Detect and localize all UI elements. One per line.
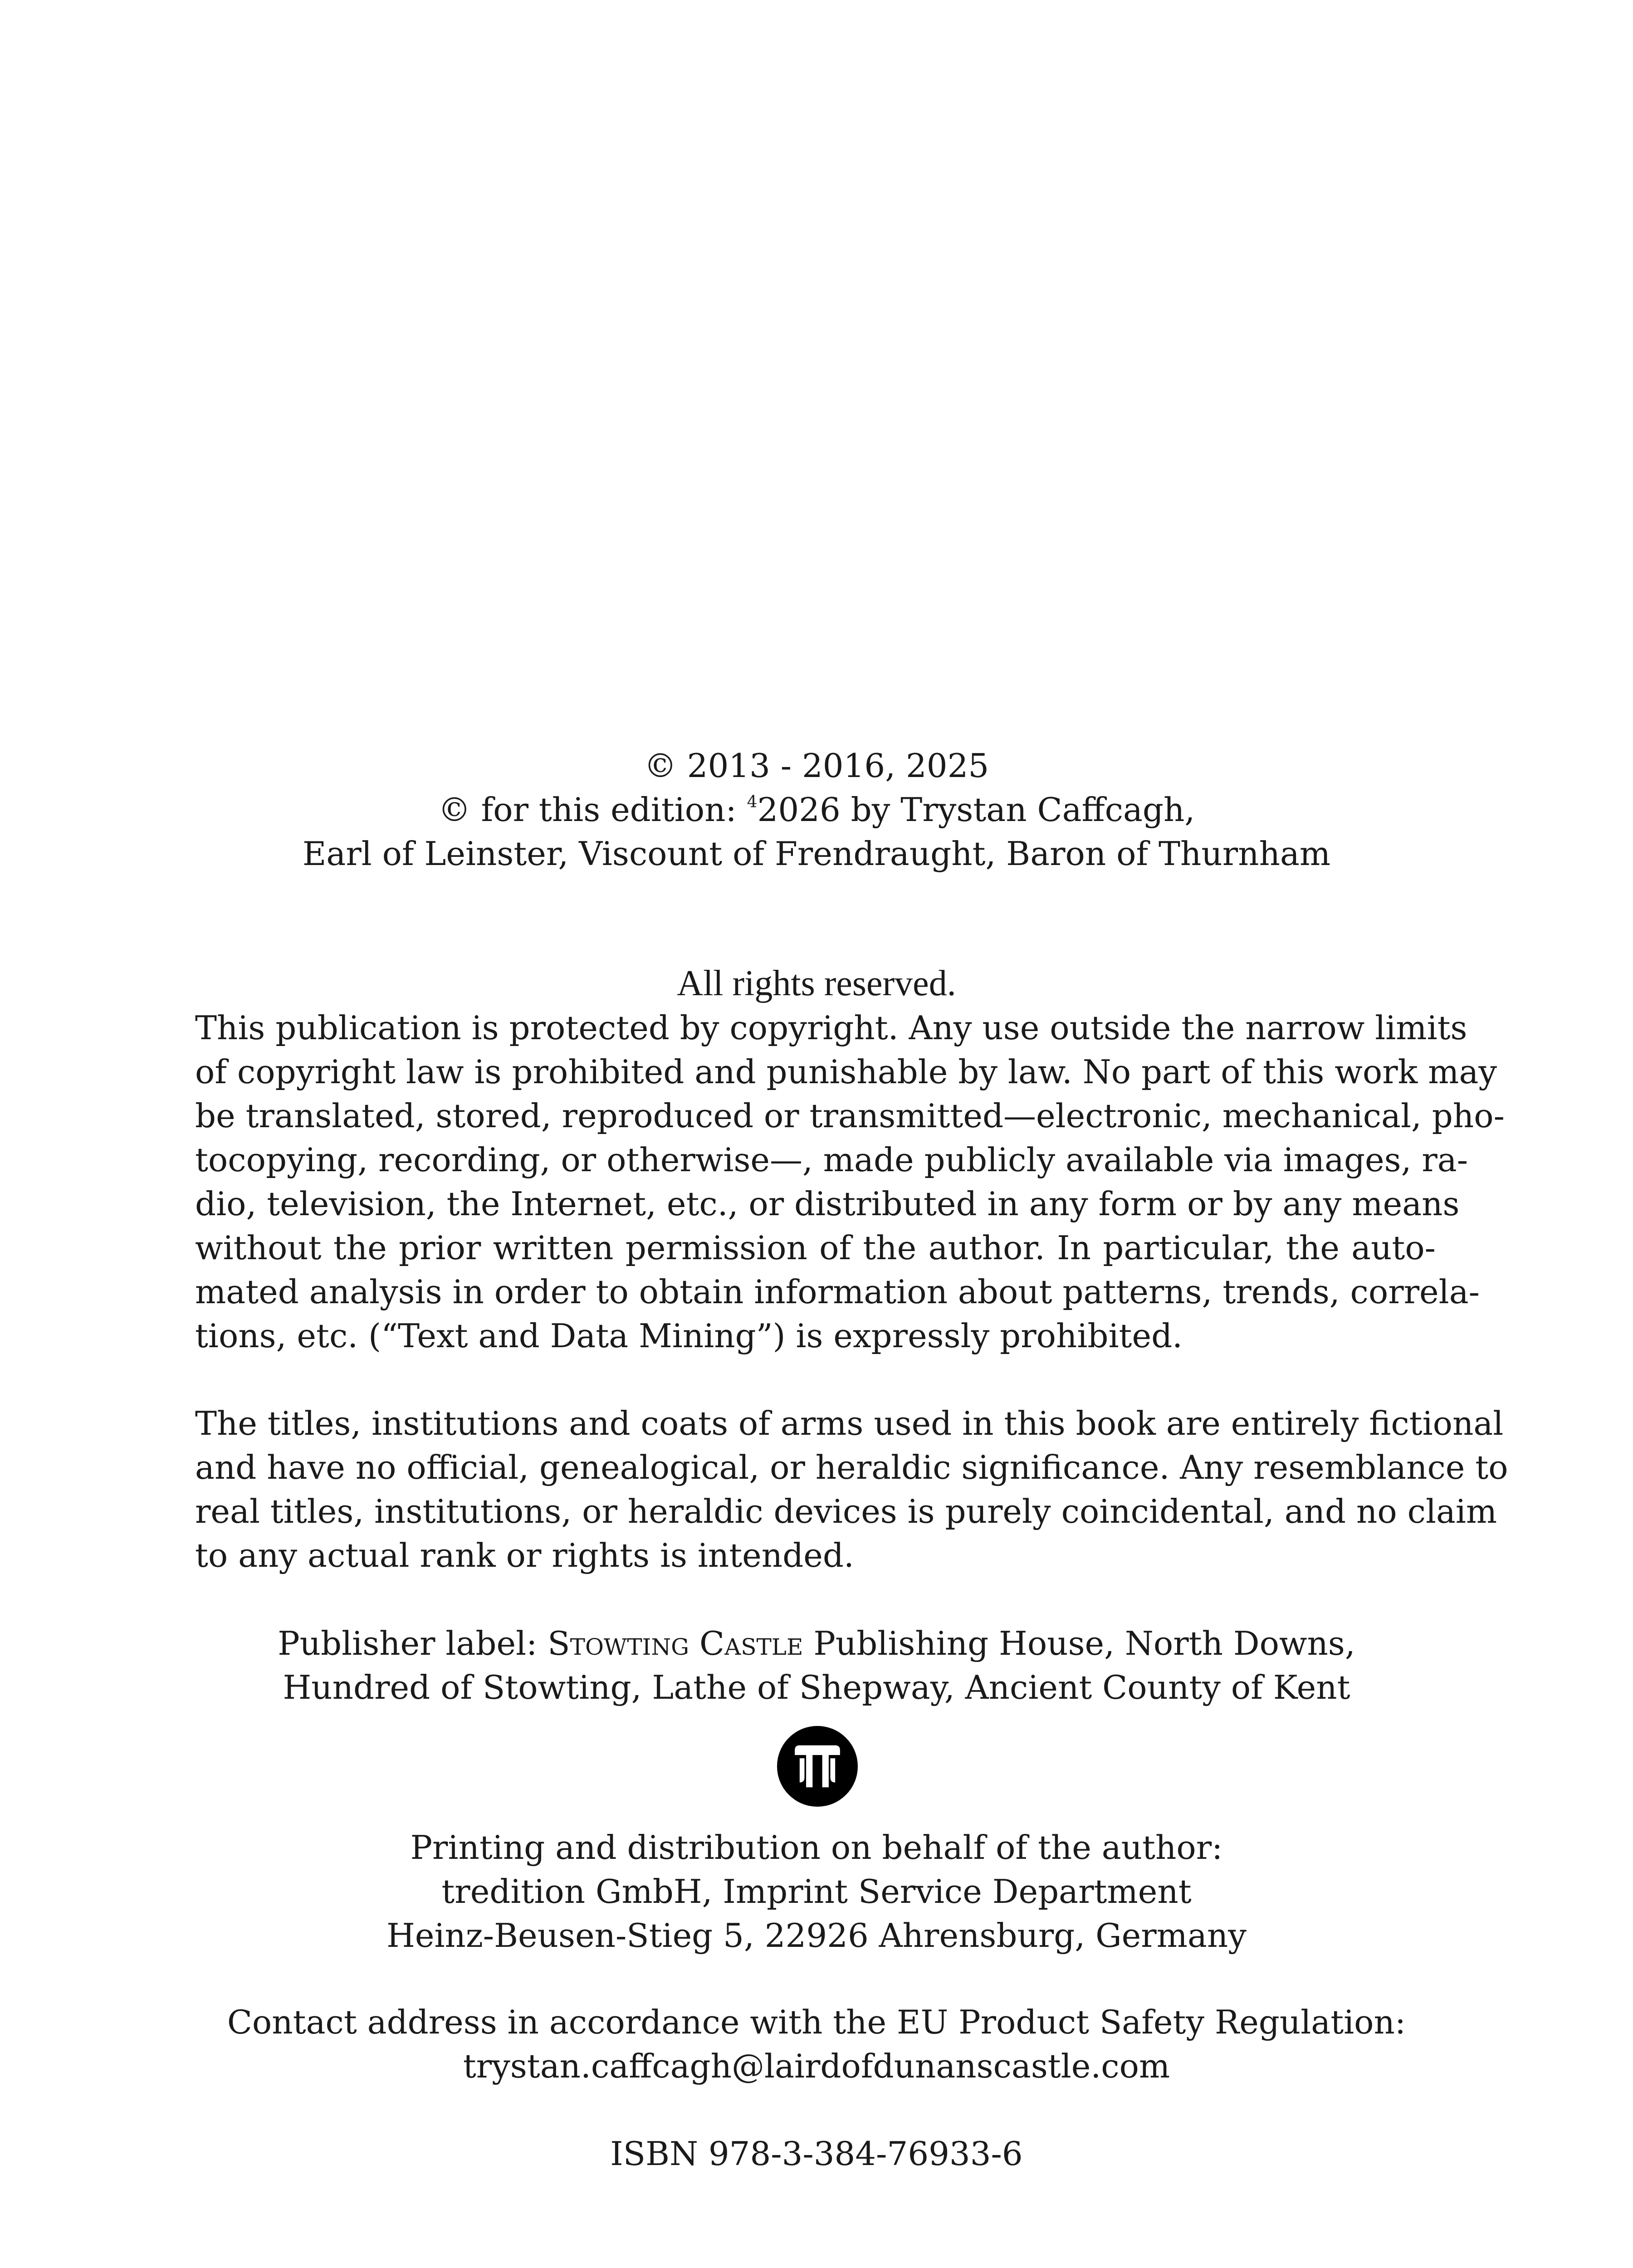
printing-company: tredition GmbH, Imprint Service Department	[441, 1872, 1192, 1911]
contact-block	[0, 2000, 1633, 2088]
rights-line: tions, etc. (“Text and Data Mining”) is expressly prohibited.	[195, 1317, 1183, 1355]
printing-address: Heinz-Beusen-Stieg 5, 22926 Ahrensburg, Germany	[386, 1916, 1247, 1955]
contact-email[interactable]: trystan.caffcagh@lairdofdunanscastle.com	[463, 2047, 1170, 2085]
isbn-block	[0, 2132, 1633, 2176]
rights-line: tocopying, recording, or otherwise—, made publicly available via images, ra-	[195, 1141, 1468, 1179]
copyright-edition-prefix: © for this edition:	[438, 791, 747, 829]
rights-line: without the prior written permission of the author. In particular, the auto-	[195, 1229, 1436, 1267]
tredition-logo-icon	[777, 1726, 858, 1807]
publisher-label-prefix: Publisher label:	[278, 1624, 548, 1662]
rights-heading-block	[0, 962, 1633, 1006]
rights-line: of copyright law is prohibited and punishable by law. No part of this work may	[195, 1053, 1497, 1091]
publisher-label	[0, 1622, 1633, 1666]
copyright-edition	[0, 788, 1633, 832]
rights-line: mated analysis in order to obtain information about patterns, trends, correla-	[195, 1273, 1480, 1311]
copyright-years: © 2013 - 2016, 2025	[644, 747, 989, 785]
publisher-label-suffix: Publishing House, North Downs,	[803, 1624, 1355, 1662]
isbn: ISBN 978-3-384-76933-6	[610, 2135, 1023, 2173]
rights-paragraph	[195, 1006, 1505, 1358]
disclaimer-paragraph	[195, 1402, 1508, 1578]
publisher-location: Hundred of Stowting, Lathe of Shepway, Ancient County of Kent	[283, 1668, 1350, 1706]
disclaimer-line: and have no official, genealogical, or heraldic significance. Any resemblance to	[195, 1448, 1508, 1486]
printing-line: Printing and distribution on behalf of the author:	[410, 1828, 1223, 1867]
rights-line: This publication is protected by copyright. Any use outside the narrow limits	[195, 1009, 1467, 1047]
copyright-edition-suffix: 2026 by Trystan Caffcagh,	[757, 791, 1195, 829]
rights-heading: All rights reserved.	[677, 963, 956, 1003]
contact-line: Contact address in accordance with the EU Product Safety Regulation:	[227, 2003, 1406, 2041]
copyright-block	[0, 744, 1633, 876]
disclaimer-line: real titles, institutions, or heraldic devices is purely coincidental, and no claim	[195, 1492, 1497, 1530]
disclaimer-line: The titles, institutions and coats of arms used in this book are entirely fictional	[195, 1404, 1504, 1442]
rights-line: be translated, stored, reproduced or transmitted—electronic, mechanical, pho-	[195, 1097, 1505, 1135]
printing-block	[0, 1826, 1633, 1958]
publisher-block	[0, 1622, 1633, 1710]
disclaimer-line: to any actual rank or rights is intended.	[195, 1536, 854, 1574]
edition-number: 4	[747, 793, 758, 811]
publisher-name: Stowting Castle	[548, 1624, 803, 1662]
author-titles: Earl of Leinster, Viscount of Frendraught, Baron of Thurnham	[302, 835, 1331, 873]
rights-line: dio, television, the Internet, etc., or distributed in any form or by any means	[195, 1185, 1460, 1223]
